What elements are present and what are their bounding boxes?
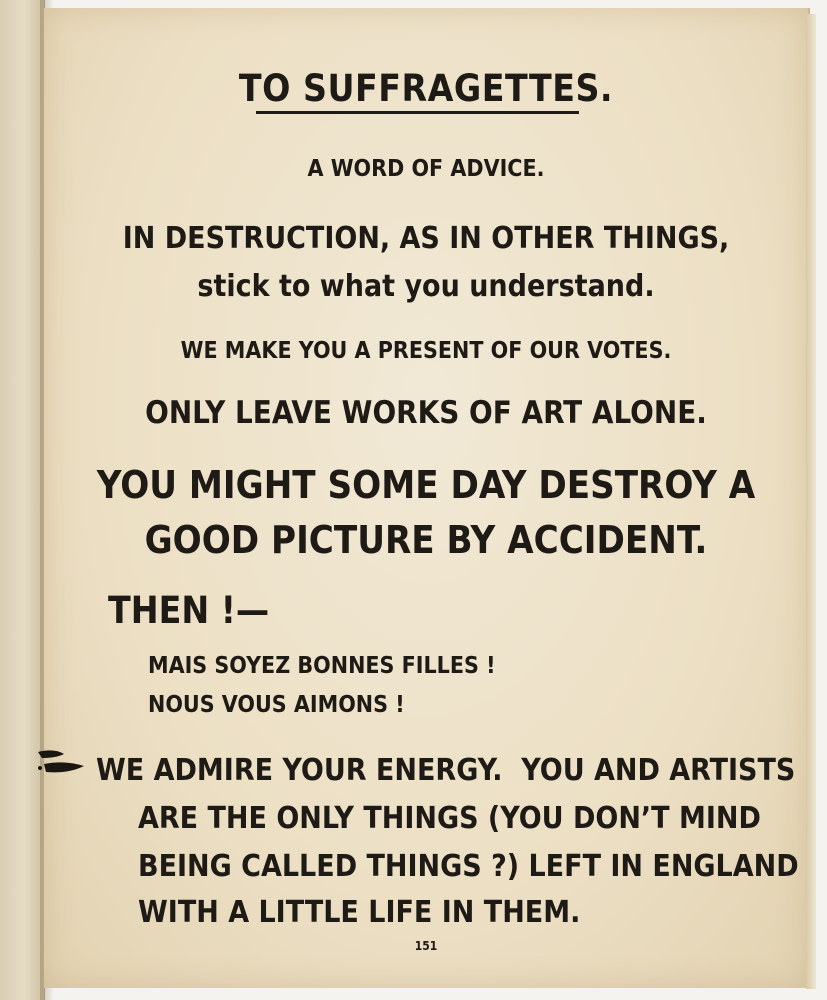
french-line-1: MAIS SOYEZ BONNES FILLES ! <box>148 653 496 679</box>
text-line-6: GOOD PICTURE BY ACCIDENT. <box>144 518 708 562</box>
text-line-4: ONLY LEAVE WORKS OF ART ALONE. <box>145 395 707 431</box>
french-line-2: NOUS VOUS AIMONS ! <box>148 692 405 718</box>
text-line-2: stick to what you understand. <box>197 269 655 304</box>
title-underline <box>256 111 579 114</box>
then-heading: THEN !— <box>108 589 270 632</box>
page-title: TO SUFFRAGETTES. <box>238 67 614 110</box>
page-number: 151 <box>414 939 438 953</box>
subtitle: A WORD OF ADVICE. <box>307 156 545 182</box>
text-line-1: IN DESTRUCTION, AS IN OTHER THINGS, <box>122 221 730 256</box>
text-line-5: YOU MIGHT SOME DAY DESTROY A <box>96 463 756 507</box>
closing-line-3: BEING CALLED THINGS ?) LEFT IN ENGLAND <box>138 849 799 884</box>
closing-line-1: WE ADMIRE YOUR ENERGY. YOU AND ARTISTS <box>96 753 796 788</box>
text-line-3: WE MAKE YOU A PRESENT OF OUR VOTES. <box>180 338 672 364</box>
facing-page-edge <box>0 0 45 1000</box>
ink-bracket-mark <box>34 746 90 780</box>
closing-line-2: ARE THE ONLY THINGS (YOU DON’T MIND <box>138 801 761 836</box>
closing-line-4: WITH A LITTLE LIFE IN THEM. <box>138 895 581 930</box>
